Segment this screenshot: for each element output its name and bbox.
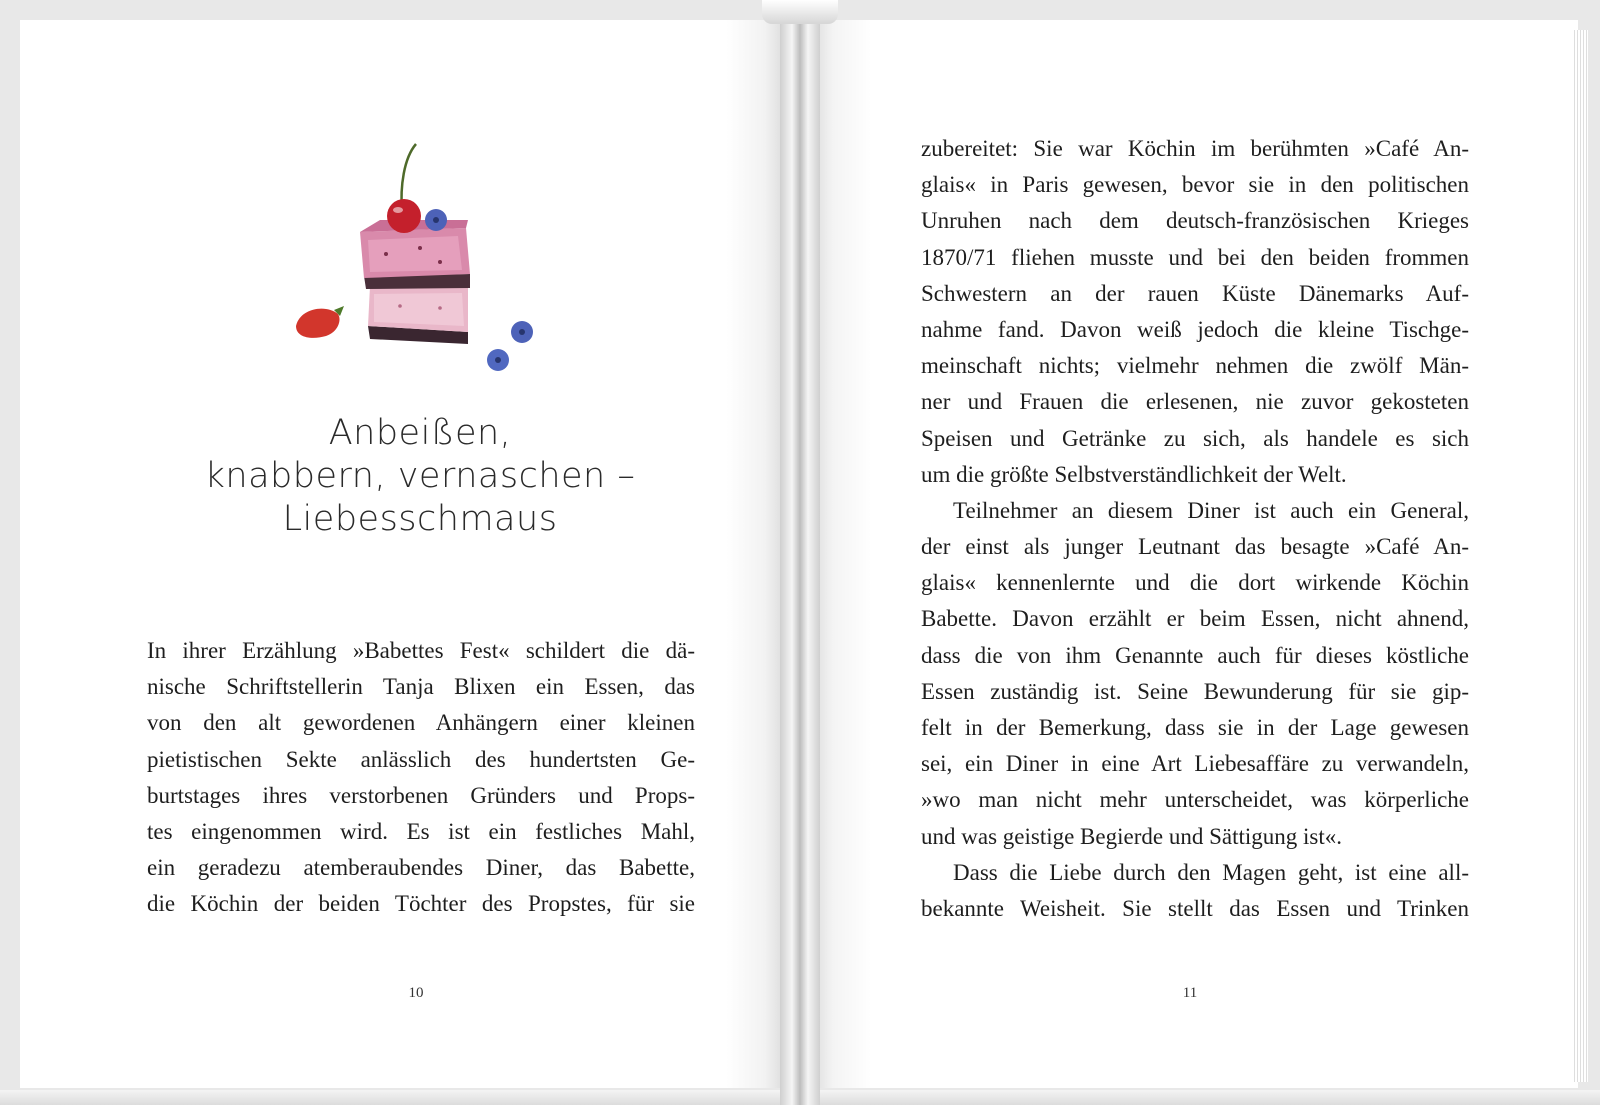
page-stack-edge xyxy=(1572,30,1588,1082)
text-line: Schwestern an der rauen Küste Dänemarks Auf- xyxy=(921,280,1469,306)
text-line: »wo man nicht mehr unterscheidet, was körperliche xyxy=(921,787,1469,813)
text-line: felt in der Bemerkung, dass sie in der Lage gewesen xyxy=(921,715,1469,740)
text-line: Essen zuständig ist. Seine Bewunderung für sie gip- xyxy=(921,678,1469,704)
cherry xyxy=(387,199,421,233)
text-line: tes eingenommen wird. Es ist ein festliches Mahl, xyxy=(147,818,695,844)
text-line: Dass die Liebe durch den Magen geht, ist eine all- xyxy=(953,859,1469,885)
text-line: der einst als junger Leutnant das besagte »Café An- xyxy=(921,534,1469,560)
text-line: Teilnehmer an diesem Diner ist auch ein General, xyxy=(953,497,1469,523)
text-line: die Köchin der beiden Töchter des Propstes, für sie xyxy=(147,891,695,917)
chapter-title-line: Anbeißen, xyxy=(328,413,512,453)
chapter-title-line: Liebesschmaus xyxy=(282,499,558,539)
text-line: zubereitet: Sie war Köchin im berühmten »Café An- xyxy=(921,136,1469,161)
right-page-text xyxy=(921,131,1469,927)
text-line: von den alt gewordenen Anhängern einer kleinen xyxy=(147,710,695,736)
text-line: nahme fand. Davon weiß jedoch die kleine Tischge- xyxy=(921,316,1469,342)
spine-top xyxy=(762,0,838,24)
text-line: ein geradezu atemberaubendes Diner, das Babette, xyxy=(147,855,695,881)
text-line: und was geistige Begierde und Sättigung ist«. xyxy=(921,823,1342,849)
strawberry xyxy=(296,309,340,338)
text-line: meinschaft nichts; vielmehr nehmen die zwölf Män- xyxy=(921,353,1469,379)
text-line: Babette. Davon erzählt er beim Essen, nicht ahnend, xyxy=(921,606,1469,632)
page-number-left: 10 xyxy=(408,985,424,1001)
text-line: In ihrer Erzählung »Babettes Fest« schildert die dä- xyxy=(147,638,695,663)
chapter-title xyxy=(130,412,710,541)
page-number-right: 11 xyxy=(1182,985,1198,1001)
text-line: glais« kennenlernte und die dort wirkende Köchin xyxy=(921,570,1469,596)
chapter-title-line: knabbern, vernaschen – xyxy=(204,456,636,496)
text-line: bekannte Weisheit. Sie stellt das Essen und Trinken xyxy=(921,895,1469,921)
text-line: pietistischen Sekte anlässlich des hundertsten Ge- xyxy=(147,746,695,772)
text-line: um die größte Selbstverständlichkeit der Welt. xyxy=(921,461,1347,487)
text-line: Speisen und Getränke zu sich, als handele es sich xyxy=(921,425,1469,451)
text-line: burtstages ihres verstorbenen Gründers und Props- xyxy=(147,782,695,808)
text-line: glais« in Paris gewesen, bevor sie in den politischen xyxy=(921,172,1469,198)
text-line: nische Schriftstellerin Tanja Blixen ein Essen, das xyxy=(147,674,695,700)
text-line: 1870/71 fliehen musste und bei den beiden frommen xyxy=(921,244,1469,270)
text-line: sei, ein Diner in eine Art Liebesaffäre zu verwandeln, xyxy=(921,751,1469,777)
text-line: Unruhen nach dem deutsch-französischen Krieges xyxy=(921,208,1469,234)
cake-illustration xyxy=(290,136,550,381)
left-page-paragraph xyxy=(147,633,695,923)
book-gutter xyxy=(780,0,820,1105)
text-line: dass die von ihm Genannte auch für dieses köstliche xyxy=(921,642,1469,668)
text-line: ner und Frauen die erlesenen, nie zuvor gekosteten xyxy=(921,389,1469,415)
